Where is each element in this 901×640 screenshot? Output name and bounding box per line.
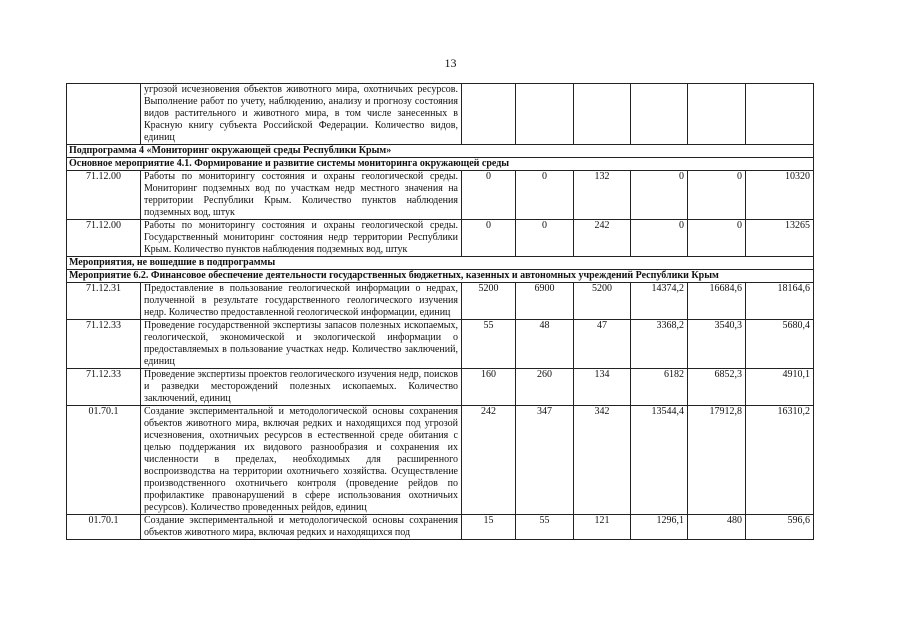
value-cell: 160 <box>462 369 516 406</box>
value-cell: 6900 <box>516 283 574 320</box>
value-cell: 16310,2 <box>746 406 814 515</box>
indicators-table <box>66 83 814 540</box>
value-cell: 1296,1 <box>631 515 688 540</box>
okpd-code: 71.12.31 <box>67 283 141 320</box>
page-number: 13 <box>444 56 457 70</box>
service-description: Работы по мониторингу состояния и охраны геологической среды. Мониторинг подземных вод по участкам недр местного значения на территории Республики Крым. Количество пунктов наблюдения подземных вод, штук <box>141 171 462 220</box>
value-cell: 0 <box>516 171 574 220</box>
value-cell: 5200 <box>574 283 631 320</box>
service-description: Проведение экспертизы проектов геологического изучения недр, поисков и разведки месторождений полезных ископаемых. Количество заключений, единиц <box>141 369 462 406</box>
value-cell: 13265 <box>746 220 814 257</box>
value-cell: 0 <box>688 171 746 220</box>
service-description: Предоставление в пользование геологической информации о недрах, полученной в результате государственного геологического изучения недр. Количество предоставленной геологической информации, единиц <box>141 283 462 320</box>
value-cell: 15 <box>462 515 516 540</box>
value-cell: 0 <box>631 220 688 257</box>
service-description: Создание экспериментальной и методологической основы сохранения объектов животного мира, включая редких и находящихся под угрозой исчезновения, охотничьих ресурсов в естественной среде обитания с целью поддержания их видового разнообразия и сохранения их численности в пределах, необходимых для расширенного воспроизводства на территории охотничьего хозяйства. Осуществление производственного охотничьего контроля (проведение рейдов по профилактике правонарушений в сфере использования охотничьих ресурсов). Количество проведенных рейдов, единиц <box>141 406 462 515</box>
value-cell: 6852,3 <box>688 369 746 406</box>
value-cell: 0 <box>688 220 746 257</box>
section-heading: Мероприятие 6.2. Финансовое обеспечение деятельности государственных бюджетных, казенных и автономных учреждений Республики Крым <box>67 270 814 283</box>
value-cell: 121 <box>574 515 631 540</box>
value-cell <box>574 84 631 145</box>
value-cell: 3540,3 <box>688 320 746 369</box>
value-cell: 55 <box>462 320 516 369</box>
table-row <box>67 283 814 320</box>
okpd-code: 71.12.00 <box>67 171 141 220</box>
section-heading-row <box>67 257 814 270</box>
service-description: Проведение государственной экспертизы запасов полезных ископаемых, геологической, экономической и экологической информации о предоставляемых в пользование участках недр. Количество заключений, единиц <box>141 320 462 369</box>
section-heading-row <box>67 145 814 158</box>
value-cell: 55 <box>516 515 574 540</box>
okpd-code: 71.12.33 <box>67 320 141 369</box>
value-cell: 4910,1 <box>746 369 814 406</box>
value-cell: 260 <box>516 369 574 406</box>
value-cell: 6182 <box>631 369 688 406</box>
service-description: Работы по мониторингу состояния и охраны геологической среды. Государственный мониторинг состояния недр территории Республики Крым. Количество пунктов наблюдения подземных вод, штук <box>141 220 462 257</box>
table-row <box>67 220 814 257</box>
value-cell: 16684,6 <box>688 283 746 320</box>
value-cell: 5200 <box>462 283 516 320</box>
service-description: угрозой исчезновения объектов животного мира, охотничьих ресурсов. Выполнение работ по учету, наблюдению, анализу и прогнозу состояния видов растительного и животного мира, в том числе занесенных в Красную книгу субъекта Российской Федерации. Количество видов, единиц <box>141 84 462 145</box>
value-cell <box>631 84 688 145</box>
value-cell: 242 <box>462 406 516 515</box>
table-row <box>67 84 814 145</box>
section-heading-row <box>67 270 814 283</box>
value-cell: 0 <box>462 220 516 257</box>
section-heading-row <box>67 158 814 171</box>
table-row <box>67 406 814 515</box>
value-cell: 480 <box>688 515 746 540</box>
value-cell: 13544,4 <box>631 406 688 515</box>
value-cell: 14374,2 <box>631 283 688 320</box>
value-cell: 17912,8 <box>688 406 746 515</box>
value-cell: 5680,4 <box>746 320 814 369</box>
value-cell: 10320 <box>746 171 814 220</box>
section-heading: Основное мероприятие 4.1. Формирование и развитие системы мониторинга окружающей среды <box>67 158 814 171</box>
value-cell: 47 <box>574 320 631 369</box>
okpd-code: 01.70.1 <box>67 406 141 515</box>
value-cell: 347 <box>516 406 574 515</box>
table-row <box>67 320 814 369</box>
value-cell: 134 <box>574 369 631 406</box>
okpd-code: 01.70.1 <box>67 515 141 540</box>
value-cell: 132 <box>574 171 631 220</box>
table-row <box>67 171 814 220</box>
value-cell: 596,6 <box>746 515 814 540</box>
value-cell: 0 <box>516 220 574 257</box>
value-cell <box>462 84 516 145</box>
service-description: Создание экспериментальной и методологической основы сохранения объектов животного мира, включая редких и находящихся под <box>141 515 462 540</box>
value-cell <box>688 84 746 145</box>
table-row <box>67 515 814 540</box>
value-cell: 48 <box>516 320 574 369</box>
value-cell: 3368,2 <box>631 320 688 369</box>
value-cell: 242 <box>574 220 631 257</box>
section-heading: Мероприятия, не вошедшие в подпрограммы <box>67 257 814 270</box>
value-cell <box>516 84 574 145</box>
value-cell: 342 <box>574 406 631 515</box>
value-cell: 18164,6 <box>746 283 814 320</box>
section-heading: Подпрограмма 4 «Мониторинг окружающей среды Республики Крым» <box>67 145 814 158</box>
okpd-code <box>67 84 141 145</box>
table-row <box>67 369 814 406</box>
okpd-code: 71.12.00 <box>67 220 141 257</box>
value-cell: 0 <box>631 171 688 220</box>
okpd-code: 71.12.33 <box>67 369 141 406</box>
value-cell: 0 <box>462 171 516 220</box>
value-cell <box>746 84 814 145</box>
